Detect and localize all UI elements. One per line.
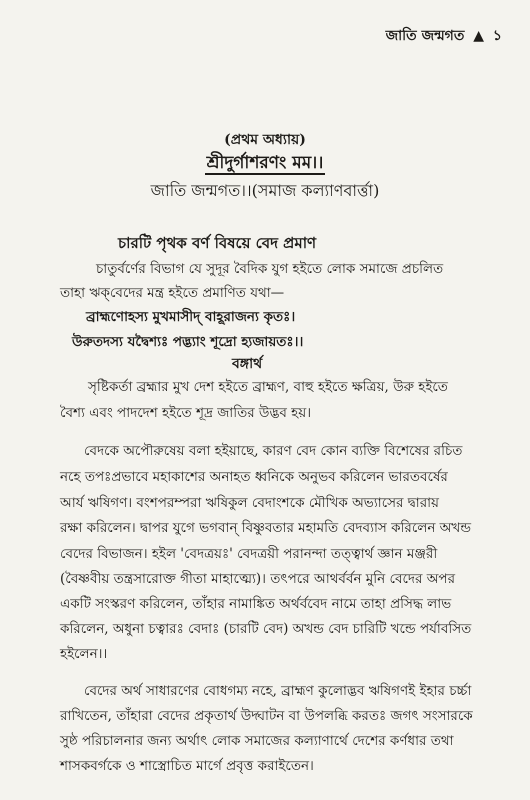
- chapter-label: (প্রথম অধ্যায়): [224, 132, 306, 148]
- para3-line: নহে তপঃপ্রভাবে মহাকাশের অনাহত ধ্বনিকে অনুভব করিলেন ভারতবর্ষের: [60, 469, 448, 485]
- section-heading: চারটি পৃথক বর্ণ বিষয়ে বেদ প্রমাণ: [118, 234, 317, 252]
- para1-line: তাহা ঋক্‌বেদের মন্ত্র হইতে প্রমাণিত যথা—: [60, 285, 285, 301]
- para1-line: চাতুর্বর্ণের বিভাগ যে সুদূর বৈদিক যুগ হইতে লোক সমাজে প্রচলিত: [96, 261, 444, 277]
- para3-line: (বৈষ্ণবীয় তন্ত্রসারোক্ত গীতা মাহাত্ম্যে)। তৎপরে আথর্বর্বন মুনি বেদের অপর: [60, 571, 456, 587]
- running-header: [386, 24, 502, 48]
- chapter-title: জাতি জন্মগত।।(সমাজ কল্যাণবার্ত্তা): [150, 181, 380, 200]
- para3-line: করিলেন, অধুনা চত্বারঃ বেদাঃ (চারটি বেদ) অখন্ড বেদ চারিটি খন্ডে পর্যাবসিত: [60, 621, 472, 637]
- running-title: জাতি জন্মগত: [385, 28, 465, 44]
- para3-line: হইলেন।।: [60, 646, 108, 662]
- verse-line: ব্রাহ্মণোহস্য মুখমাসীদ্ বাহূরাজন্য কৃতঃ।: [86, 309, 296, 325]
- para3-line: আর্য ঋষিগণ। বংশপরম্পরা ঋষিকুল বেদাংশকে মৌখিক অভ্যাসের দ্বারায়: [60, 495, 439, 511]
- meaning-heading: বঙ্গার্থ: [232, 356, 263, 372]
- triangle-icon: ▲: [473, 28, 485, 44]
- para2-line: বৈশ্য এবং পাদদেশ হইতে শূদ্র জাতির উদ্ভব হয়।: [60, 405, 312, 421]
- page-number: ১: [492, 28, 502, 44]
- invocation-line: [0, 150, 530, 178]
- invocation-text: শ্রীদুর্গাশরণং মম।।: [206, 153, 324, 173]
- para3-line: বেদের বিভাজন। হইল 'বেদত্রয়ঃ' বেদত্রয়ী পরানন্দা তত্ত্বার্থ জ্ঞান মঞ্জরী: [60, 546, 438, 562]
- verse-line: উরুতদস্য যদ্বৈশ্যঃ পদ্ভ্যাং শূদ্রো হ্যজায়তঃ।।: [72, 334, 304, 350]
- para3-line: একটি সংস্করণ করিলেন, তাঁহার নামাঙ্কিত অর্থর্ববেদ নামে তাহা প্রসিদ্ধ লাভ: [60, 596, 452, 612]
- para4-line: শাসকবর্গকে ও শাস্ত্রোচিত মার্গে প্রবৃত্ত করাইতেন।: [60, 758, 314, 774]
- para4-line: রাখিতেন, তাঁহারা বেদের প্রকৃতার্থ উদ্ঘাটন বা উপলব্ধি করতঃ জগৎ সংসারকে: [60, 708, 473, 724]
- para4-line: বেদের অর্থ সাধারণের বোধগম্য নহে, ব্রাহ্মণ কুলোদ্ভব ঋষিগণই ইহার চর্চ্চা: [84, 683, 472, 699]
- para3-line: বেদকে অপৌরুষেয় বলা হইয়াছে, কারণ বেদ কোন ব্যক্তি বিশেষের রচিত: [84, 443, 463, 459]
- para2-line: সৃষ্টিকর্তা ব্রহ্মার মুখ দেশ হইতে ব্রাহ্মণ, বাহু হইতে ক্ষত্রিয়, উরু হইতে: [88, 379, 448, 395]
- para4-line: সুষ্ঠ পরিচালনার জন্য অর্থাৎ লোক সমাজের কল্যাণার্থে দেশের কর্ণধার তথা: [60, 733, 454, 749]
- para3-line: রক্ষা করিলেন। দ্বাপর যুগে ভগবান্‌ বিষ্ণুবতার মহামতি বেদব্যাস করিলেন অখন্ড: [60, 520, 472, 536]
